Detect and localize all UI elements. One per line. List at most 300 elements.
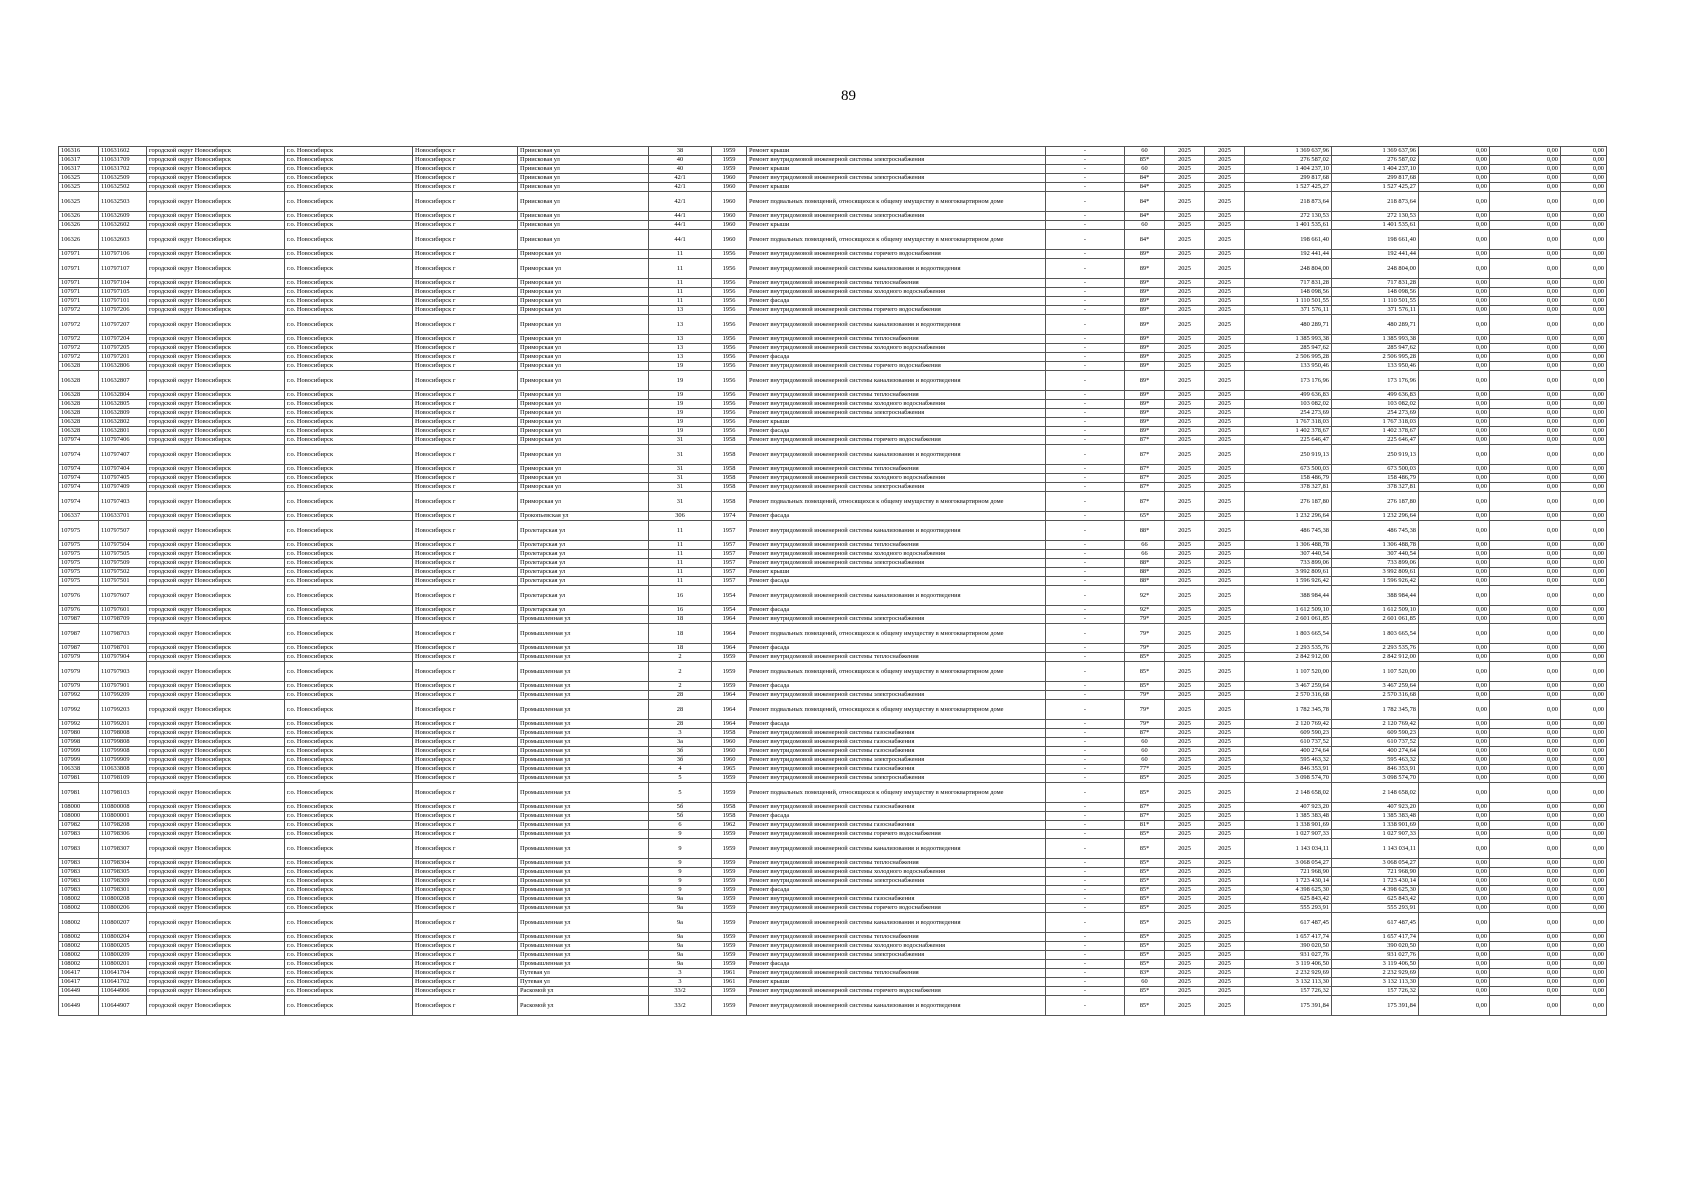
work-type-cell: Ремонт внутридомовой инженерной системы электроснабжения	[747, 615, 1046, 624]
local-budget-cell: 0,00	[1490, 427, 1561, 436]
municipality-cell: городской округ Новосибирск	[147, 559, 285, 568]
local-budget-cell: 0,00	[1490, 969, 1561, 978]
finish-year-cell: 2025	[1205, 729, 1245, 738]
finish-year-cell: 2025	[1205, 960, 1245, 969]
settlement-cell: г.о. Новосибирск	[285, 812, 413, 821]
year-built-cell: 1959	[712, 942, 747, 951]
municipality-cell: городской округ Новосибирск	[147, 221, 285, 230]
wear-cell: 85*	[1125, 895, 1165, 904]
work-id-cell: 110797403	[99, 492, 147, 512]
owners-cell: 0,00	[1561, 230, 1607, 250]
wear-cell: 85*	[1125, 960, 1165, 969]
total-cost-cell: 276 187,80	[1245, 492, 1332, 512]
finish-year-cell: 2025	[1205, 738, 1245, 747]
dash-cell: -	[1046, 886, 1125, 895]
work-type-cell: Ремонт внутридомовой инженерной системы газоснабжения	[747, 821, 1046, 830]
year-built-cell: 1964	[712, 615, 747, 624]
house-number-cell: 44/1	[649, 230, 712, 250]
city-cell: Новосибирск г	[413, 279, 518, 288]
street-cell: Приморская ул	[518, 465, 649, 474]
local-budget-cell: 0,00	[1490, 691, 1561, 700]
fund-cost-cell: 173 176,96	[1332, 371, 1419, 391]
house-number-cell: 3б	[649, 756, 712, 765]
year-built-cell: 1958	[712, 729, 747, 738]
house-number-cell: 9а	[649, 895, 712, 904]
city-cell: Новосибирск г	[413, 445, 518, 465]
owners-cell: 0,00	[1561, 371, 1607, 391]
owners-cell: 0,00	[1561, 288, 1607, 297]
finish-year-cell: 2025	[1205, 913, 1245, 933]
municipality-cell: городской округ Новосибирск	[147, 662, 285, 682]
table-row	[59, 877, 1607, 886]
total-cost-cell: 1 723 430,14	[1245, 877, 1332, 886]
work-id-cell: 110799808	[99, 738, 147, 747]
year-built-cell: 1959	[712, 895, 747, 904]
fund-cost-cell: 276 587,02	[1332, 156, 1419, 165]
settlement-cell: г.о. Новосибирск	[285, 192, 413, 212]
work-type-cell: Ремонт крыши	[747, 147, 1046, 156]
work-id-cell: 110800208	[99, 895, 147, 904]
house-id-cell: 107980	[59, 729, 99, 738]
work-type-cell: Ремонт внутридомовой инженерной системы канализования и водоотведения	[747, 445, 1046, 465]
city-cell: Новосибирск г	[413, 969, 518, 978]
dash-cell: -	[1046, 756, 1125, 765]
house-number-cell: 42/1	[649, 174, 712, 183]
budget-cell: 0,00	[1419, 315, 1490, 335]
street-cell: Промышленная ул	[518, 747, 649, 756]
year-built-cell: 1956	[712, 297, 747, 306]
house-number-cell: 9	[649, 886, 712, 895]
work-id-cell: 110797201	[99, 353, 147, 362]
house-id-cell: 107974	[59, 445, 99, 465]
municipality-cell: городской округ Новосибирск	[147, 541, 285, 550]
plan-year-cell: 2025	[1165, 859, 1205, 868]
city-cell: Новосибирск г	[413, 783, 518, 803]
local-budget-cell: 0,00	[1490, 474, 1561, 483]
work-type-cell: Ремонт фасада	[747, 812, 1046, 821]
owners-cell: 0,00	[1561, 606, 1607, 615]
house-number-cell: 5	[649, 783, 712, 803]
dash-cell: -	[1046, 559, 1125, 568]
house-id-cell: 107974	[59, 474, 99, 483]
work-type-cell: Ремонт внутридомовой инженерной системы теплоснабжения	[747, 391, 1046, 400]
owners-cell: 0,00	[1561, 783, 1607, 803]
total-cost-cell: 250 919,13	[1245, 445, 1332, 465]
city-cell: Новосибирск г	[413, 830, 518, 839]
house-number-cell: 11	[649, 259, 712, 279]
house-id-cell: 107983	[59, 859, 99, 868]
local-budget-cell: 0,00	[1490, 821, 1561, 830]
finish-year-cell: 2025	[1205, 969, 1245, 978]
plan-year-cell: 2025	[1165, 738, 1205, 747]
dash-cell: -	[1046, 586, 1125, 606]
wear-cell: 92*	[1125, 606, 1165, 615]
fund-cost-cell: 846 353,91	[1332, 765, 1419, 774]
work-type-cell: Ремонт фасада	[747, 720, 1046, 729]
fund-cost-cell: 3 068 054,27	[1332, 859, 1419, 868]
house-id-cell: 107981	[59, 783, 99, 803]
total-cost-cell: 595 463,32	[1245, 756, 1332, 765]
owners-cell: 0,00	[1561, 691, 1607, 700]
house-id-cell: 107979	[59, 662, 99, 682]
work-type-cell: Ремонт внутридомовой инженерной системы канализования и водоотведения	[747, 259, 1046, 279]
year-built-cell: 1964	[712, 624, 747, 644]
plan-year-cell: 2025	[1165, 577, 1205, 586]
settlement-cell: г.о. Новосибирск	[285, 362, 413, 371]
owners-cell: 0,00	[1561, 550, 1607, 559]
settlement-cell: г.о. Новосибирск	[285, 969, 413, 978]
plan-year-cell: 2025	[1165, 445, 1205, 465]
table-row	[59, 700, 1607, 720]
municipality-cell: городской округ Новосибирск	[147, 859, 285, 868]
work-type-cell: Ремонт внутридомовой инженерной системы электроснабжения	[747, 559, 1046, 568]
year-built-cell: 1959	[712, 774, 747, 783]
city-cell: Новосибирск г	[413, 996, 518, 1016]
fund-cost-cell: 2 842 912,00	[1332, 653, 1419, 662]
year-built-cell: 1959	[712, 839, 747, 859]
total-cost-cell: 307 440,54	[1245, 550, 1332, 559]
city-cell: Новосибирск г	[413, 624, 518, 644]
finish-year-cell: 2025	[1205, 221, 1245, 230]
wear-cell: 85*	[1125, 682, 1165, 691]
dash-cell: -	[1046, 839, 1125, 859]
work-type-cell: Ремонт внутридомовой инженерной системы канализования и водоотведения	[747, 996, 1046, 1016]
total-cost-cell: 1 338 901,69	[1245, 821, 1332, 830]
year-built-cell: 1956	[712, 371, 747, 391]
total-cost-cell: 610 737,52	[1245, 738, 1332, 747]
wear-cell: 85*	[1125, 156, 1165, 165]
budget-cell: 0,00	[1419, 483, 1490, 492]
table-row	[59, 821, 1607, 830]
work-id-cell: 110800206	[99, 904, 147, 913]
municipality-cell: городской округ Новосибирск	[147, 756, 285, 765]
house-id-cell: 106417	[59, 969, 99, 978]
plan-year-cell: 2025	[1165, 174, 1205, 183]
work-type-cell: Ремонт внутридомовой инженерной системы электроснабжения	[747, 951, 1046, 960]
total-cost-cell: 2 601 061,85	[1245, 615, 1332, 624]
municipality-cell: городской округ Новосибирск	[147, 765, 285, 774]
owners-cell: 0,00	[1561, 212, 1607, 221]
work-type-cell: Ремонт внутридомовой инженерной системы электроснабжения	[747, 212, 1046, 221]
city-cell: Новосибирск г	[413, 212, 518, 221]
street-cell: Промышленная ул	[518, 720, 649, 729]
table-row	[59, 720, 1607, 729]
municipality-cell: городской округ Новосибирск	[147, 933, 285, 942]
work-type-cell: Ремонт внутридомовой инженерной системы холодного водоснабжения	[747, 344, 1046, 353]
street-cell: Промышленная ул	[518, 653, 649, 662]
settlement-cell: г.о. Новосибирск	[285, 183, 413, 192]
work-type-cell: Ремонт внутридомовой инженерной системы горячего водоснабжения	[747, 306, 1046, 315]
work-type-cell: Ремонт крыши	[747, 165, 1046, 174]
work-id-cell: 110641702	[99, 978, 147, 987]
budget-cell: 0,00	[1419, 165, 1490, 174]
fund-cost-cell: 480 289,71	[1332, 315, 1419, 335]
year-built-cell: 1957	[712, 568, 747, 577]
local-budget-cell: 0,00	[1490, 400, 1561, 409]
street-cell: Приисковая ул	[518, 174, 649, 183]
work-type-cell: Ремонт подвальных помещений, относящихся к общему имуществу в многоквартирном доме	[747, 783, 1046, 803]
city-cell: Новосибирск г	[413, 230, 518, 250]
settlement-cell: г.о. Новосибирск	[285, 306, 413, 315]
settlement-cell: г.о. Новосибирск	[285, 568, 413, 577]
municipality-cell: городской округ Новосибирск	[147, 192, 285, 212]
plan-year-cell: 2025	[1165, 996, 1205, 1016]
dash-cell: -	[1046, 942, 1125, 951]
city-cell: Новосибирск г	[413, 541, 518, 550]
city-cell: Новосибирск г	[413, 306, 518, 315]
house-id-cell: 107987	[59, 644, 99, 653]
municipality-cell: городской округ Новосибирск	[147, 315, 285, 335]
settlement-cell: г.о. Новосибирск	[285, 803, 413, 812]
finish-year-cell: 2025	[1205, 192, 1245, 212]
dash-cell: -	[1046, 868, 1125, 877]
fund-cost-cell: 1 338 901,69	[1332, 821, 1419, 830]
house-number-cell: 13	[649, 344, 712, 353]
house-id-cell: 108002	[59, 913, 99, 933]
city-cell: Новосибирск г	[413, 465, 518, 474]
street-cell: Приморская ул	[518, 371, 649, 391]
table-row	[59, 933, 1607, 942]
plan-year-cell: 2025	[1165, 568, 1205, 577]
settlement-cell: г.о. Новосибирск	[285, 550, 413, 559]
house-number-cell: 44/1	[649, 212, 712, 221]
dash-cell: -	[1046, 700, 1125, 720]
plan-year-cell: 2025	[1165, 521, 1205, 541]
budget-cell: 0,00	[1419, 335, 1490, 344]
wear-cell: 83*	[1125, 969, 1165, 978]
city-cell: Новосибирск г	[413, 165, 518, 174]
owners-cell: 0,00	[1561, 700, 1607, 720]
dash-cell: -	[1046, 492, 1125, 512]
house-id-cell: 107992	[59, 700, 99, 720]
dash-cell: -	[1046, 156, 1125, 165]
municipality-cell: городской округ Новосибирск	[147, 362, 285, 371]
house-id-cell: 107975	[59, 559, 99, 568]
settlement-cell: г.о. Новосибирск	[285, 586, 413, 606]
total-cost-cell: 1 402 378,67	[1245, 427, 1332, 436]
local-budget-cell: 0,00	[1490, 774, 1561, 783]
plan-year-cell: 2025	[1165, 830, 1205, 839]
year-built-cell: 1956	[712, 362, 747, 371]
local-budget-cell: 0,00	[1490, 662, 1561, 682]
table-row	[59, 335, 1607, 344]
work-id-cell: 110632503	[99, 192, 147, 212]
house-number-cell: 11	[649, 550, 712, 559]
local-budget-cell: 0,00	[1490, 521, 1561, 541]
local-budget-cell: 0,00	[1490, 978, 1561, 987]
plan-year-cell: 2025	[1165, 812, 1205, 821]
house-id-cell: 107992	[59, 720, 99, 729]
local-budget-cell: 0,00	[1490, 812, 1561, 821]
municipality-cell: городской округ Новосибирск	[147, 483, 285, 492]
house-id-cell: 108002	[59, 895, 99, 904]
work-id-cell: 110631709	[99, 156, 147, 165]
work-id-cell: 110797601	[99, 606, 147, 615]
city-cell: Новосибирск г	[413, 586, 518, 606]
local-budget-cell: 0,00	[1490, 559, 1561, 568]
city-cell: Новосибирск г	[413, 147, 518, 156]
work-type-cell: Ремонт внутридомовой инженерной системы канализования и водоотведения	[747, 371, 1046, 391]
municipality-cell: городской округ Новосибирск	[147, 682, 285, 691]
year-built-cell: 1959	[712, 682, 747, 691]
work-id-cell: 110798304	[99, 859, 147, 868]
budget-cell: 0,00	[1419, 465, 1490, 474]
budget-cell: 0,00	[1419, 624, 1490, 644]
fund-cost-cell: 192 441,44	[1332, 250, 1419, 259]
budget-cell: 0,00	[1419, 288, 1490, 297]
plan-year-cell: 2025	[1165, 747, 1205, 756]
work-id-cell: 110632805	[99, 400, 147, 409]
settlement-cell: г.о. Новосибирск	[285, 691, 413, 700]
settlement-cell: г.о. Новосибирск	[285, 165, 413, 174]
street-cell: Промышленная ул	[518, 868, 649, 877]
work-type-cell: Ремонт внутридомовой инженерной системы газоснабжения	[747, 729, 1046, 738]
budget-cell: 0,00	[1419, 183, 1490, 192]
plan-year-cell: 2025	[1165, 942, 1205, 951]
finish-year-cell: 2025	[1205, 859, 1245, 868]
street-cell: Раскомой ул	[518, 996, 649, 1016]
wear-cell: 85*	[1125, 933, 1165, 942]
fund-cost-cell: 931 027,76	[1332, 951, 1419, 960]
work-id-cell: 110798307	[99, 839, 147, 859]
dash-cell: -	[1046, 147, 1125, 156]
work-id-cell: 110641704	[99, 969, 147, 978]
house-number-cell: 9а	[649, 933, 712, 942]
owners-cell: 0,00	[1561, 747, 1607, 756]
settlement-cell: г.о. Новосибирск	[285, 230, 413, 250]
house-id-cell: 106326	[59, 230, 99, 250]
local-budget-cell: 0,00	[1490, 913, 1561, 933]
work-id-cell: 110797405	[99, 474, 147, 483]
plan-year-cell: 2025	[1165, 315, 1205, 335]
year-built-cell: 1960	[712, 174, 747, 183]
owners-cell: 0,00	[1561, 774, 1607, 783]
house-number-cell: 13	[649, 306, 712, 315]
work-type-cell: Ремонт фасада	[747, 353, 1046, 362]
year-built-cell: 1956	[712, 418, 747, 427]
municipality-cell: городской округ Новосибирск	[147, 624, 285, 644]
plan-year-cell: 2025	[1165, 803, 1205, 812]
table-row	[59, 315, 1607, 335]
house-number-cell: 28	[649, 720, 712, 729]
municipality-cell: городской округ Новосибирск	[147, 960, 285, 969]
house-id-cell: 107979	[59, 682, 99, 691]
settlement-cell: г.о. Новосибирск	[285, 559, 413, 568]
finish-year-cell: 2025	[1205, 577, 1245, 586]
year-built-cell: 1956	[712, 391, 747, 400]
settlement-cell: г.о. Новосибирск	[285, 960, 413, 969]
work-id-cell: 110797904	[99, 653, 147, 662]
dash-cell: -	[1046, 183, 1125, 192]
settlement-cell: г.о. Новосибирск	[285, 427, 413, 436]
plan-year-cell: 2025	[1165, 465, 1205, 474]
house-number-cell: 18	[649, 644, 712, 653]
finish-year-cell: 2025	[1205, 662, 1245, 682]
dash-cell: -	[1046, 391, 1125, 400]
work-type-cell: Ремонт внутридомовой инженерной системы газоснабжения	[747, 747, 1046, 756]
city-cell: Новосибирск г	[413, 644, 518, 653]
street-cell: Приморская ул	[518, 259, 649, 279]
work-id-cell: 110797409	[99, 483, 147, 492]
finish-year-cell: 2025	[1205, 615, 1245, 624]
municipality-cell: городской округ Новосибирск	[147, 465, 285, 474]
work-type-cell: Ремонт внутридомовой инженерной системы газоснабжения	[747, 895, 1046, 904]
total-cost-cell: 721 968,90	[1245, 868, 1332, 877]
wear-cell: 87*	[1125, 445, 1165, 465]
wear-cell: 77*	[1125, 765, 1165, 774]
work-id-cell: 110797404	[99, 465, 147, 474]
work-id-cell: 110798109	[99, 774, 147, 783]
work-type-cell: Ремонт внутридомовой инженерной системы горячего водоснабжения	[747, 987, 1046, 996]
municipality-cell: городской округ Новосибирск	[147, 418, 285, 427]
table-row	[59, 774, 1607, 783]
work-type-cell: Ремонт внутридомовой инженерной системы электроснабжения	[747, 409, 1046, 418]
year-built-cell: 1959	[712, 886, 747, 895]
house-id-cell: 106326	[59, 212, 99, 221]
house-number-cell: 306	[649, 512, 712, 521]
plan-year-cell: 2025	[1165, 774, 1205, 783]
total-cost-cell: 1 782 345,78	[1245, 700, 1332, 720]
house-id-cell: 107999	[59, 756, 99, 765]
year-built-cell: 1958	[712, 492, 747, 512]
total-cost-cell: 1 404 237,10	[1245, 165, 1332, 174]
budget-cell: 0,00	[1419, 933, 1490, 942]
total-cost-cell: 609 590,23	[1245, 729, 1332, 738]
dash-cell: -	[1046, 568, 1125, 577]
fund-cost-cell: 1 657 417,74	[1332, 933, 1419, 942]
work-id-cell: 110632603	[99, 230, 147, 250]
total-cost-cell: 1 657 417,74	[1245, 933, 1332, 942]
total-cost-cell: 2 120 769,42	[1245, 720, 1332, 729]
city-cell: Новосибирск г	[413, 174, 518, 183]
wear-cell: 89*	[1125, 306, 1165, 315]
settlement-cell: г.о. Новосибирск	[285, 886, 413, 895]
work-type-cell: Ремонт внутридомовой инженерной системы электроснабжения	[747, 483, 1046, 492]
plan-year-cell: 2025	[1165, 230, 1205, 250]
dash-cell: -	[1046, 606, 1125, 615]
work-id-cell: 110632807	[99, 371, 147, 391]
fund-cost-cell: 3 467 259,64	[1332, 682, 1419, 691]
fund-cost-cell: 148 098,56	[1332, 288, 1419, 297]
dash-cell: -	[1046, 315, 1125, 335]
municipality-cell: городской округ Новосибирск	[147, 812, 285, 821]
work-id-cell: 110797504	[99, 541, 147, 550]
dash-cell: -	[1046, 335, 1125, 344]
wear-cell: 88*	[1125, 568, 1165, 577]
fund-cost-cell: 388 984,44	[1332, 586, 1419, 606]
street-cell: Приисковая ул	[518, 156, 649, 165]
settlement-cell: г.о. Новосибирск	[285, 729, 413, 738]
dash-cell: -	[1046, 521, 1125, 541]
municipality-cell: городской округ Новосибирск	[147, 521, 285, 541]
plan-year-cell: 2025	[1165, 720, 1205, 729]
budget-cell: 0,00	[1419, 904, 1490, 913]
house-number-cell: 40	[649, 165, 712, 174]
local-budget-cell: 0,00	[1490, 996, 1561, 1016]
city-cell: Новосибирск г	[413, 192, 518, 212]
house-id-cell: 107987	[59, 624, 99, 644]
finish-year-cell: 2025	[1205, 933, 1245, 942]
street-cell: Промышленная ул	[518, 774, 649, 783]
wear-cell: 85*	[1125, 868, 1165, 877]
wear-cell: 89*	[1125, 259, 1165, 279]
year-built-cell: 1959	[712, 904, 747, 913]
budget-cell: 0,00	[1419, 951, 1490, 960]
house-number-cell: 19	[649, 400, 712, 409]
finish-year-cell: 2025	[1205, 691, 1245, 700]
city-cell: Новосибирск г	[413, 297, 518, 306]
plan-year-cell: 2025	[1165, 682, 1205, 691]
